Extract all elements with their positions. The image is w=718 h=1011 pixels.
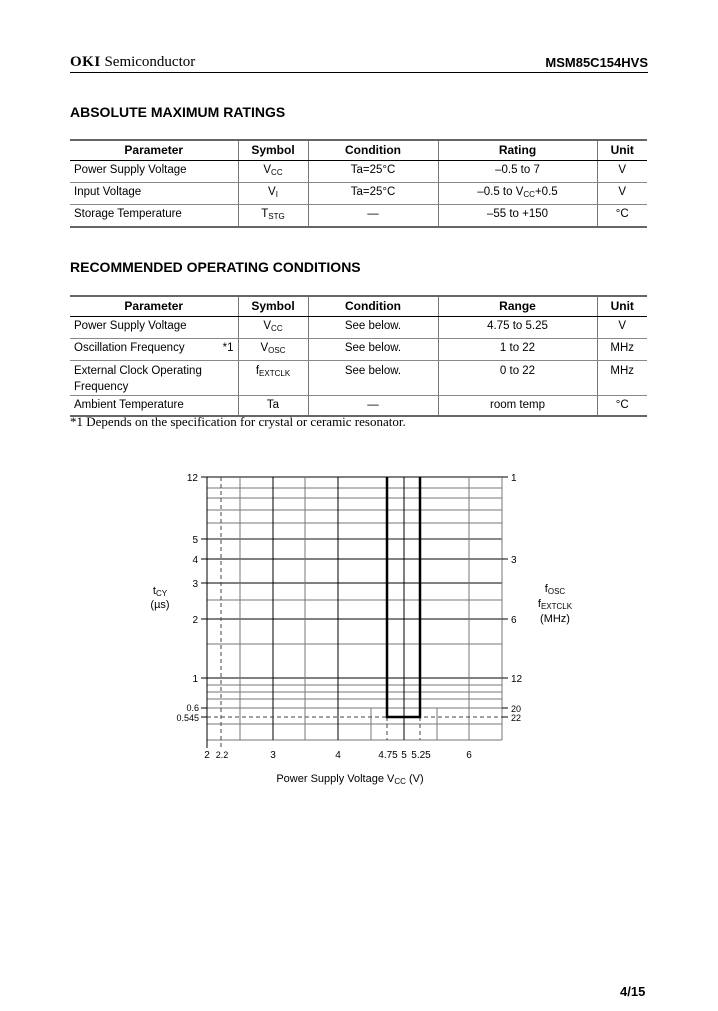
right-axis-label	[538, 583, 573, 625]
svg-text:0.6: 0.6	[186, 703, 199, 713]
brand-logo: OKI Semiconductor	[70, 54, 196, 70]
svg-text:2: 2	[204, 750, 210, 761]
page-number: 4/15	[620, 984, 646, 999]
cell-condition: Ta=25°C	[308, 183, 438, 205]
cell-parameter: Storage Temperature	[70, 205, 238, 228]
cell-condition: See below.	[308, 339, 438, 361]
left-axis-label	[150, 585, 169, 611]
cell-condition: —	[308, 396, 438, 417]
abs-max-title: ABSOLUTE MAXIMUM RATINGS	[70, 104, 286, 120]
cell-symbol: Ta	[238, 396, 308, 417]
svg-text:5.25: 5.25	[411, 750, 431, 761]
x-axis-ticks	[204, 750, 472, 761]
footnote: *1 Depends on the specification for crystal or ceramic resonator.	[70, 414, 406, 429]
col-condition: Condition	[308, 140, 438, 161]
cell-unit: MHz	[597, 361, 647, 396]
cell-condition: Ta=25°C	[308, 161, 438, 183]
svg-text:5: 5	[401, 750, 407, 761]
cell-symbol: $V_{CC}$	[238, 317, 308, 339]
col-rating: Rating	[438, 140, 597, 161]
cell-symbol: $V_I$	[238, 183, 308, 205]
svg-text:12: 12	[511, 674, 523, 685]
col-condition: Condition	[308, 296, 438, 317]
cell-range: room temp	[438, 396, 597, 417]
cell-unit: MHz	[597, 339, 647, 361]
cell-parameter: Power Supply Voltage	[70, 161, 238, 183]
svg-text:4.75: 4.75	[378, 750, 398, 761]
rec-op-title: RECOMMENDED OPERATING CONDITIONS	[70, 259, 361, 275]
cell-unit: V	[597, 161, 647, 183]
svg-text:3: 3	[192, 579, 198, 590]
svg-text:6: 6	[511, 615, 517, 626]
svg-text:3: 3	[270, 750, 276, 761]
svg-text:0.545: 0.545	[176, 713, 199, 723]
svg-text:4: 4	[335, 750, 341, 761]
svg-text:5: 5	[192, 535, 198, 546]
cell-unit: °C	[597, 205, 647, 228]
cell-parameter: External Clock Operating Frequency	[70, 361, 238, 396]
cell-unit: V	[597, 317, 647, 339]
x-axis-label: Power Supply Voltage VCC (V)	[276, 773, 424, 786]
cell-symbol: $T_{STG}$	[238, 205, 308, 228]
svg-text:2: 2	[192, 615, 198, 626]
cell-condition: See below.	[308, 317, 438, 339]
cell-parameter: Input Voltage	[70, 183, 238, 205]
cell-symbol: $f_{EXTCLK}$	[238, 361, 308, 396]
cell-symbol: $V_{OSC}$	[238, 339, 308, 361]
svg-text:6: 6	[466, 750, 472, 761]
col-parameter: Parameter	[70, 140, 238, 161]
svg-text:1: 1	[511, 473, 517, 484]
cell-rating: –0.5 to $V_{CC}+0.5$	[438, 183, 597, 205]
svg-text:2.2: 2.2	[215, 750, 229, 760]
cell-unit: V	[597, 183, 647, 205]
svg-text:fEXTCLK: fEXTCLK	[537, 598, 573, 611]
svg-text:22: 22	[511, 713, 522, 723]
left-axis-ticks	[176, 473, 199, 723]
cell-range: 4.75 to 5.25	[438, 317, 597, 339]
svg-text:3: 3	[511, 555, 517, 566]
cell-range: 0 to 22	[438, 361, 597, 396]
svg-text:tCY: tCY	[152, 585, 168, 598]
cell-symbol: $V_{CC}$	[238, 161, 308, 183]
cell-parameter: Ambient Temperature	[70, 396, 238, 417]
cell-condition: —	[308, 205, 438, 228]
cell-range: 1 to 22	[438, 339, 597, 361]
cell-rating: –55 to +150	[438, 205, 597, 228]
cell-parameter: Power Supply Voltage	[70, 317, 238, 339]
svg-text:4: 4	[192, 555, 198, 566]
svg-text:fOSC: fOSC	[544, 583, 566, 596]
svg-text:(µs): (µs)	[150, 599, 170, 611]
cell-parameter: Oscillation Frequency *1	[70, 339, 238, 361]
svg-text:12: 12	[186, 473, 198, 484]
right-axis-ticks	[511, 473, 523, 723]
col-unit: Unit	[597, 140, 647, 161]
part-number: MSM85C154HVS	[545, 55, 648, 70]
footnote-ref: *1	[222, 342, 234, 354]
svg-text:(MHz): (MHz)	[540, 613, 570, 625]
col-range: Range	[438, 296, 597, 317]
cell-rating: –0.5 to 7	[438, 161, 597, 183]
cell-unit: °C	[597, 396, 647, 417]
svg-text:20: 20	[511, 704, 522, 714]
col-symbol: Symbol	[238, 140, 308, 161]
svg-text:1: 1	[192, 674, 198, 685]
cell-condition: See below.	[308, 361, 438, 396]
col-symbol: Symbol	[238, 296, 308, 317]
col-parameter: Parameter	[70, 296, 238, 317]
col-unit: Unit	[597, 296, 647, 317]
